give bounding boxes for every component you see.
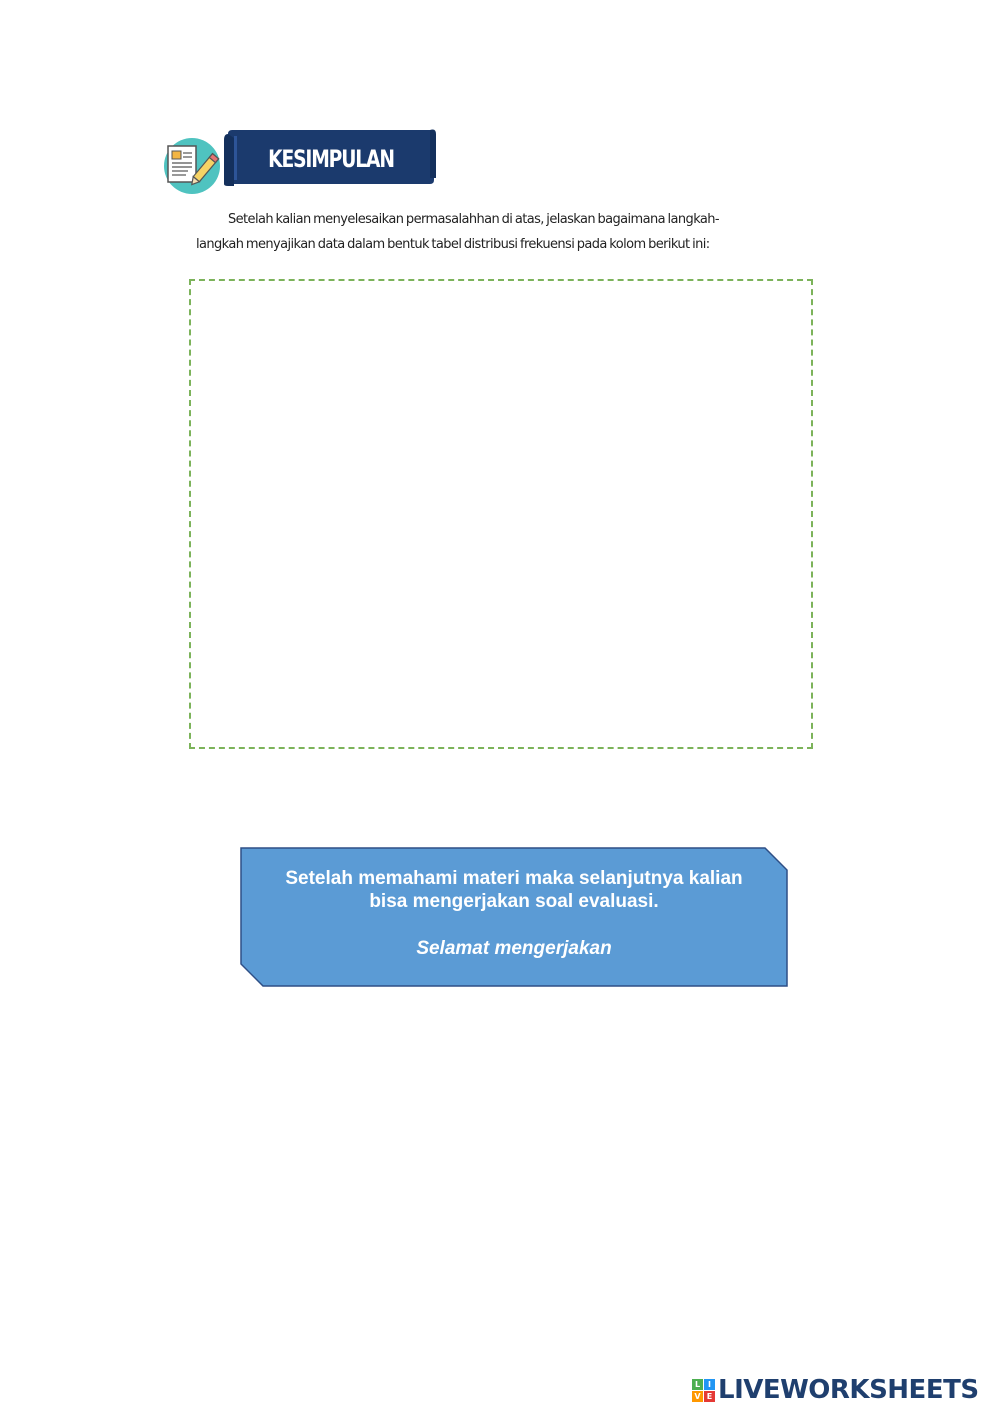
logo-text: LIVEWORKSHEETS <box>718 1375 979 1405</box>
instructions-line-2: langkah menyajikan data dalam bentuk tabel distribusi frekuensi pada kolom berikut ini: <box>196 237 710 252</box>
instructions-text <box>196 207 756 257</box>
logo-letter-i: I <box>704 1379 715 1390</box>
callout-greeting: Selamat mengerjakan <box>416 938 612 959</box>
liveworksheets-logo <box>692 1372 979 1408</box>
callout-box <box>240 847 788 987</box>
page-title: KESIMPULAN <box>268 145 394 173</box>
logo-letter-l: L <box>692 1379 703 1390</box>
logo-grid-icon <box>692 1379 715 1402</box>
callout-message: Setelah memahami materi maka selanjutnya kalian bisa mengerjakan soal evaluasi. <box>285 868 743 912</box>
answer-textarea[interactable] <box>189 279 813 749</box>
document-pencil-icon <box>160 134 224 198</box>
logo-letter-v: V <box>692 1391 703 1402</box>
logo-letter-e: E <box>704 1391 715 1402</box>
instructions-line-1: Setelah kalian menyelesaikan permasalahhan di atas, jelaskan bagaimana langkah- <box>228 212 719 227</box>
